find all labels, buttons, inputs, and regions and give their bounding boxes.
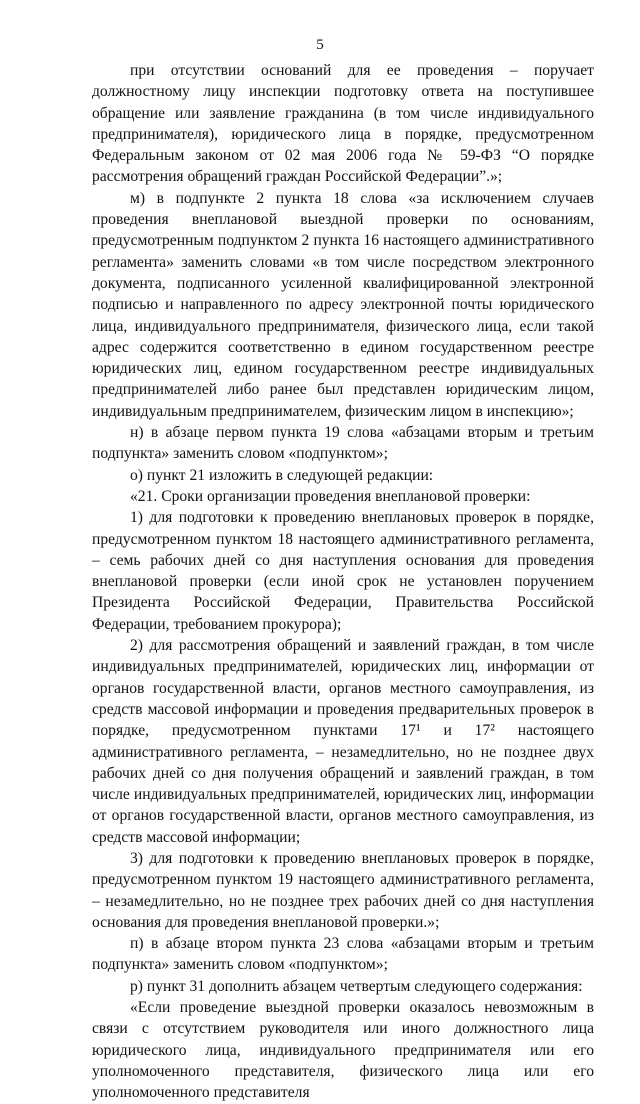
paragraph-new-text: «Если проведение выездной проверки оказалось невозможным в связи с отсутствием руководителя или иного должностного лица юридического лица, индивидуального предпринимателя или его уполномоченного представителя, физического лица или его уполномоченного представителя (92, 999, 594, 1102)
paragraph-clause-21-1: 1) для подготовки к проведению внеплановых проверок в порядке, предусмотренном пунктом 18 настоящего административного регламента, – семь рабочих дней со дня наступления основания для проведения внеплановой проверки (если иной срок не установлен поручением Президента Российской Федерации, Правительства Российской Федерации, требованием прокурора); (92, 509, 594, 633)
page-number: 5 (316, 37, 324, 53)
paragraph-item-n: н) в абзаце первом пункта 19 слова «абзацами вторым и третьим подпункта» заменить словом «подпунктом»; (92, 424, 594, 463)
paragraph-clause-21-2: 2) для рассмотрения обращений и заявлений граждан, в том числе индивидуальных предпринимателей, юридических лиц, информации от органов государственной власти, органов местного самоуправления, из средств массовой информации и проведения предварительных проверок в порядке, предусмотренном пунктами 17¹ и 17² настоящего административного регламента, – незамедлительно, но не позднее двух рабочих дней со дня получения обращений и заявлений граждан, в том числе индивидуальных предпринимателей, юридических лиц, информации от органов государственной власти, органов местного самоуправления, из средств массовой информации; (92, 637, 594, 846)
paragraph-item-o: о) пункт 21 изложить в следующей редакции: (130, 466, 434, 484)
paragraph-clause-21-heading: «21. Сроки организации проведения внеплановой проверки: (130, 487, 531, 505)
paragraph-continuation: при отсутствии оснований для ее проведения – поручает должностному лицу инспекции подготовку ответа на поступившее обращение или заявление гражданина (в том числе индивидуального предпринимателя), юридического лица в порядке, предусмотренном Федеральным законом от 02 мая 2006 года № 59-ФЗ “О порядке рассмотрения обращений граждан Российской Федерации”.»; (92, 62, 594, 186)
paragraph-item-m: м) в подпункте 2 пункта 18 слова «за исключением случаев проведения внеплановой выездной проверки по основаниям, предусмотренным подпунктом 2 пункта 16 настоящего административного регламента» заменить словами «в том числе посредством электронного документа, подписанного усиленной квалифицированной электронной подписью и направленного по адресу электронной почты юридического лица, индивидуального предпринимателя, физического лица, если такой адрес содержится соответственно в едином государственном реестре юридических лиц, едином государственном реестре индивидуальных предпринимателей либо ранее был представлен юридическим лицом, индивидуальным предпринимателем, физическим лицом в инспекцию»; (92, 189, 594, 420)
paragraph-item-p: п) в абзаце втором пункта 23 слова «абзацами вторым и третьим подпункта» заменить словом «подпунктом»; (92, 935, 594, 974)
paragraph-item-r: р) пункт 31 дополнить абзацем четвертым следующего содержания: (130, 977, 583, 995)
document-body (92, 60, 594, 1104)
paragraph-clause-21-3: 3) для подготовки к проведению внеплановых проверок в порядке, предусмотренном пунктом 19 настоящего административного регламента, – незамедлительно, но не позднее трех рабочих дней со дня наступления основания для проведения внеплановой проверки.»; (92, 849, 594, 931)
